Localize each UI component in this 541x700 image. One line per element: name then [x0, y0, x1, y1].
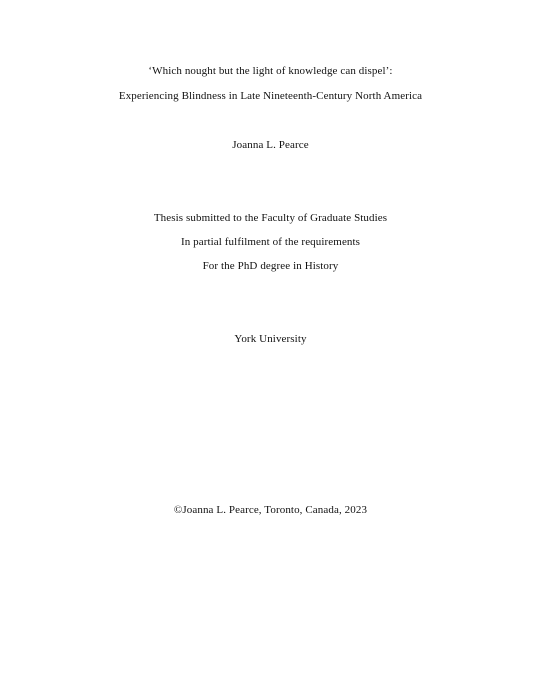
thesis-title-line-2: Experiencing Blindness in Late Nineteenth-Century North America [118, 90, 423, 102]
submission-statement-line-2: In partial fulfilment of the requirements [180, 236, 361, 248]
copyright-notice: ©Joanna L. Pearce, Toronto, Canada, 2023 [173, 504, 368, 516]
institution-name: York University [234, 333, 307, 345]
author-name: Joanna L. Pearce [232, 139, 309, 151]
submission-statement-line-1: Thesis submitted to the Faculty of Graduate Studies [153, 212, 388, 224]
degree-statement: For the PhD degree in History [202, 260, 339, 272]
thesis-title-line-1: ‘Which nought but the light of knowledge can dispel’: [148, 65, 393, 77]
